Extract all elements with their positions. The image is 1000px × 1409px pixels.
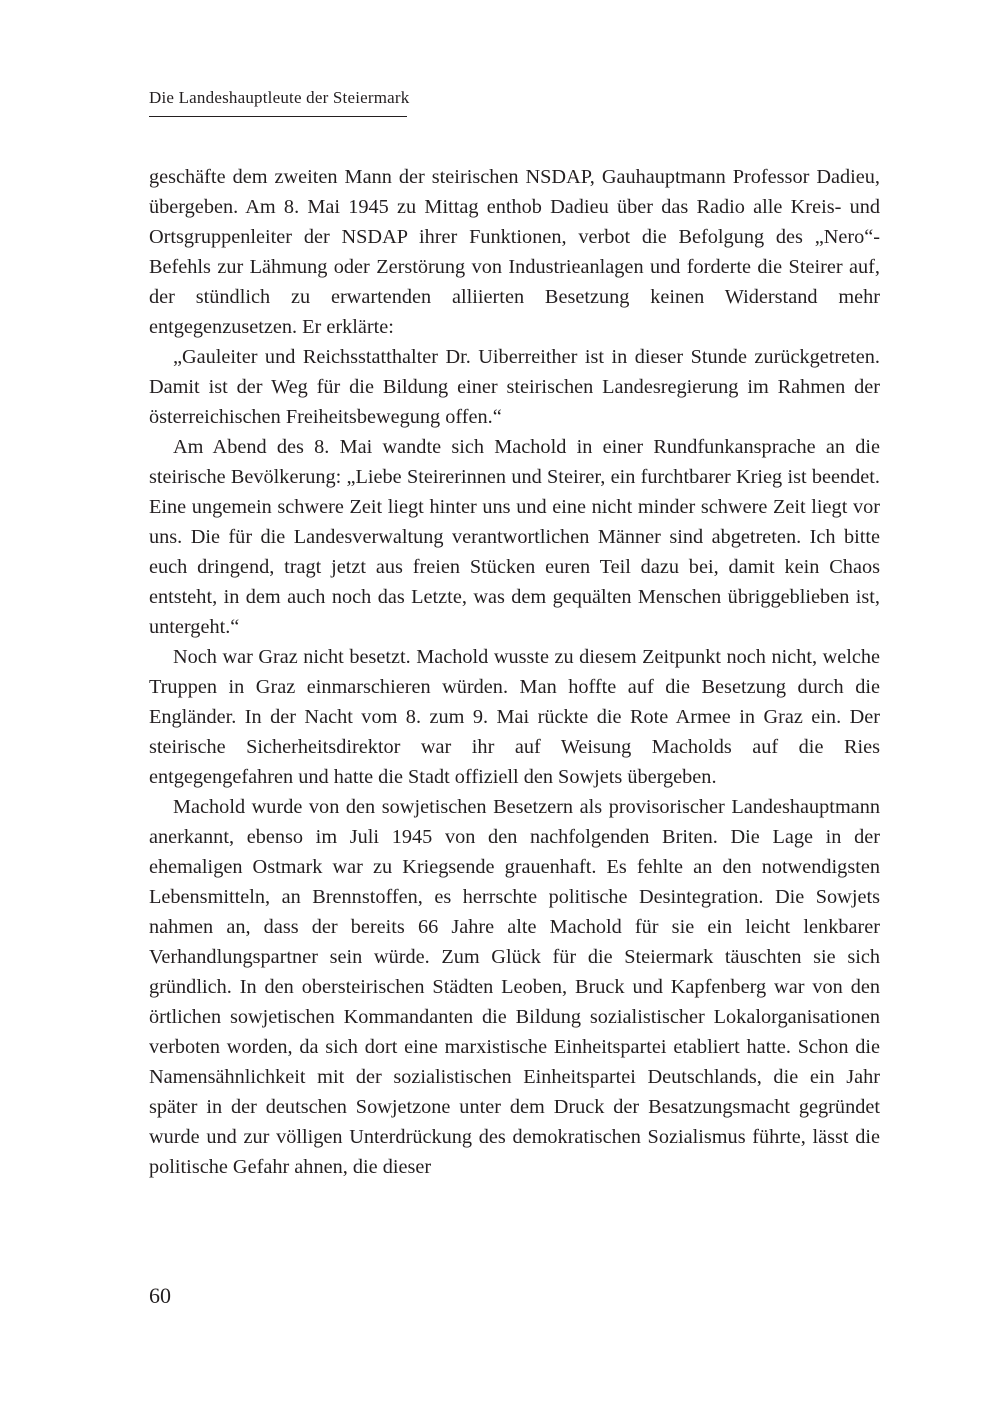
paragraph-2-quote: „Gauleiter und Reichsstatthalter Dr. Uiberreither ist in dieser Stunde zurückgetreten. Damit ist der Weg für die Bildung einer steirischen Landesregierung im Rahmen der österreichischen Freiheitsbewegung offen.“ [149, 346, 880, 428]
paragraph-1: geschäfte dem zweiten Mann der steirischen NSDAP, Gauhauptmann Professor Dadieu, übergeben. Am 8. Mai 1945 zu Mittag enthob Dadieu über das Radio alle Kreis- und Ortsgruppenleiter der NSDAP ihrer Funktionen, verbot die Befolgung des „Nero“-Befehls zur Lähmung oder Zerstörung von Industrieanlagen und forderte die Steirer auf, der stündlich zu erwartenden alliierten Besetzung keinen Widerstand mehr entgegenzusetzen. Er erklärte: [149, 166, 880, 338]
page-number: 60 [149, 1283, 171, 1308]
paragraph-3: Am Abend des 8. Mai wandte sich Machold in einer Rundfunkansprache an die steirische Bevölkerung: „Liebe Steirerinnen und Steirer, ein furchtbarer Krieg ist beendet. Eine ungemein schwere Zeit liegt hinter uns und eine nicht minder schwere Zeit liegt vor uns. Die für die Landesverwaltung verantwortlichen Männer sind abgetreten. Ich bitte euch dringend, tragt jetzt aus freien Stücken euren Teil dazu bei, damit kein Chaos entsteht, in dem auch noch das Letzte, was dem gequälten Menschen übriggeblieben ist, untergeht.“ [149, 436, 880, 638]
running-head-rule [149, 116, 407, 117]
paragraph-4: Noch war Graz nicht besetzt. Machold wusste zu diesem Zeitpunkt noch nicht, welche Truppen in Graz einmarschieren würden. Man hoffte auf die Besetzung durch die Engländer. In der Nacht vom 8. zum 9. Mai rückte die Rote Armee in Graz ein. Der steirische Sicherheitsdirektor war ihr auf Weisung Macholds auf die Ries entgegengefahren und hatte die Stadt offiziell den Sowjets übergeben. [149, 646, 880, 788]
running-head: Die Landeshauptleute der Steiermark [149, 88, 410, 107]
body-text [149, 162, 880, 1182]
paragraph-5: Machold wurde von den sowjetischen Besetzern als provisorischer Landeshauptmann anerkannt, ebenso im Juli 1945 von den nachfolgenden Briten. Die Lage in der ehemaligen Ostmark war zu Kriegsende grauenhaft. Es fehlte an den notwendigsten Lebensmitteln, an Brennstoffen, es herrschte politische Desintegration. Die Sowjets nahmen an, dass der bereits 66 Jahre alte Machold für sie ein leicht lenkbarer Verhandlungspartner sein würde. Zum Glück für die Steiermark täuschten sie sich gründlich. In den obersteirischen Städten Leoben, Bruck und Kapfenberg war von den örtlichen sowjetischen Kommandanten die Bildung sozialistischer Lokalorganisationen verboten worden, da sich dort eine marxistische Einheitspartei etabliert hatte. Schon die Namensähnlichkeit mit der sozialistischen Einheitspartei Deutschlands, die ein Jahr später in der deutschen Sowjetzone unter dem Druck der Besatzungsmacht gegründet wurde und zur völligen Unterdrückung des demokratischen Sozialismus führte, lässt die politische Gefahr ahnen, die dieser [149, 796, 880, 1178]
